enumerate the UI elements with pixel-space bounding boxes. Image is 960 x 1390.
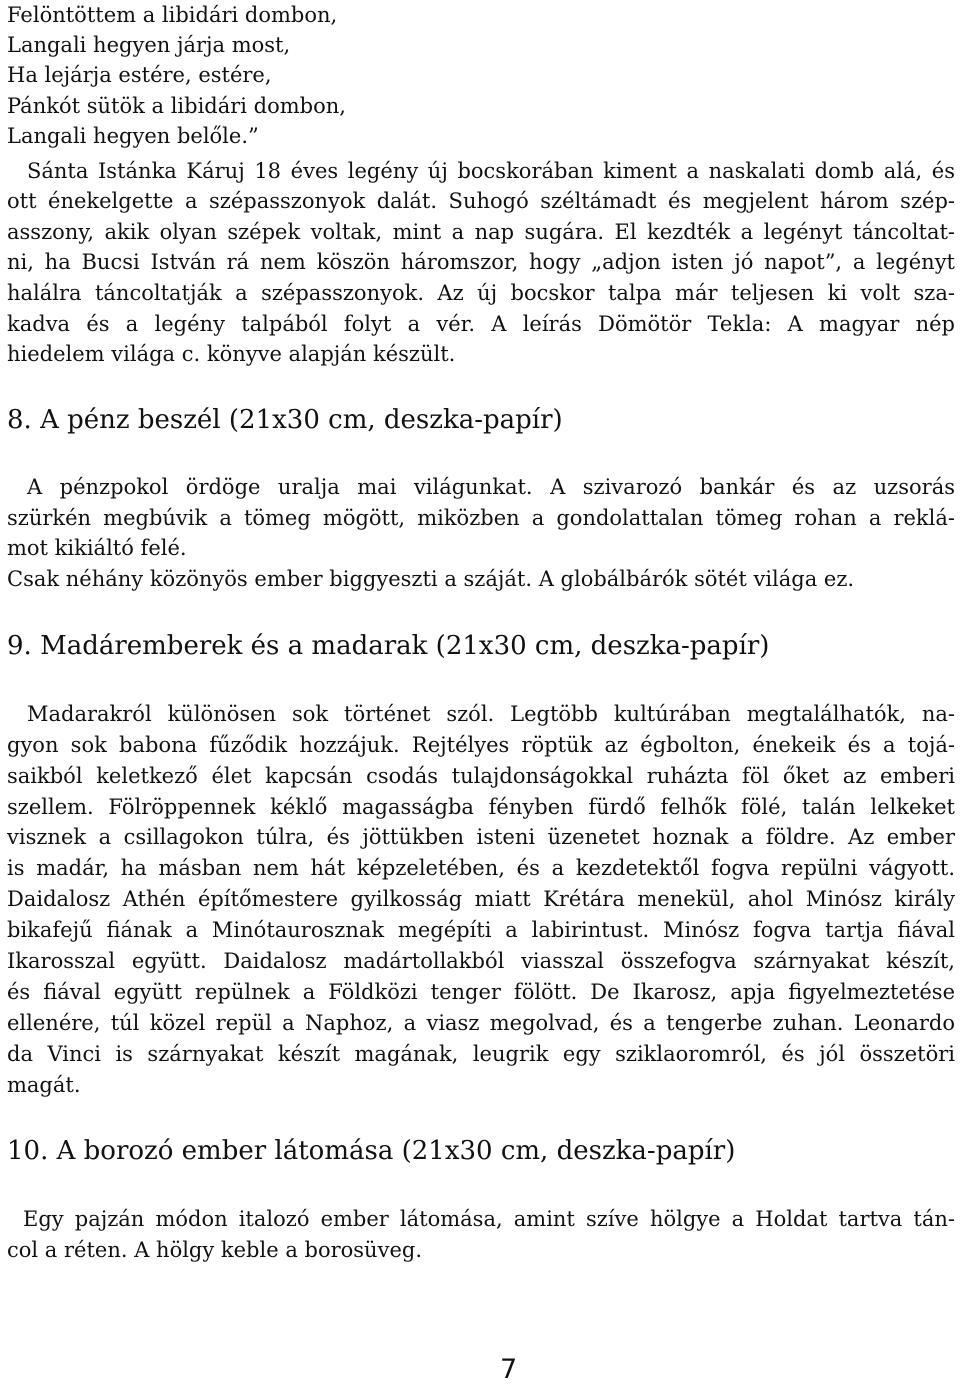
paragraph-line: ott énekelgette a szépasszonyok dalát. Suhogó széltámadt és megjelent három szép- xyxy=(7,189,955,213)
poem-line: Felöntöttem a libidári dombon, xyxy=(7,3,338,27)
paragraph-line: magát. xyxy=(7,1073,81,1097)
paragraph-line: visznek a csillagokon túlra, és jöttükben isteni üzenetet hoznak a földre. Az ember xyxy=(7,825,955,849)
paragraph-line: halálra táncoltatják a szépasszonyok. Az új bocskor talpa már teljesen ki volt sza- xyxy=(7,281,955,305)
paragraph-line: is madár, ha másban nem hát képzeletében, és a kezdetektől fogva repülni vágyott. xyxy=(7,856,955,880)
paragraph-line: kadva és a legény talpából folyt a vér. A leírás Dömötör Tekla: A magyar nép xyxy=(7,312,955,336)
paragraph-line: A pénzpokol ördöge uralja mai világunkat. A szivarozó bankár és az uzsorás xyxy=(27,475,955,499)
paragraph-line: saikból keletkező élet kapcsán csodás tulajdonságokkal ruházta föl őket az emberi xyxy=(7,764,955,788)
paragraph-line: ni, ha Bucsi István rá nem köszön háromszor, hogy „adjon isten jó napot”, a legényt xyxy=(7,250,955,274)
section-heading: 8. A pénz beszél (21x30 cm, deszka-papír) xyxy=(7,405,563,435)
paragraph-line: asszony, akik olyan szépek voltak, mint a nap sugára. El kezdték a legényt táncoltat- xyxy=(7,220,955,244)
paragraph-line: Egy pajzán módon italozó ember látomása, amint szíve hölgye a Holdat tartva tán- xyxy=(23,1207,955,1231)
poem-line: Ha lejárja estére, estére, xyxy=(7,63,272,87)
paragraph-line: és fiával együtt repülnek a Földközi tenger fölött. De Ikarosz, apja figyelmeztetése xyxy=(7,980,955,1004)
paragraph-line: col a réten. A hölgy keble a borosüveg. xyxy=(7,1238,422,1262)
paragraph-line: Ikarosszal együtt. Daidalosz madártollakból viasszal összefogva szárnyakat készít, xyxy=(7,949,955,973)
paragraph-line: szürkén megbúvik a tömeg mögött, miközben a gondolattalan tömeg rohan a reklá- xyxy=(7,506,955,530)
page-number: 7 xyxy=(500,1354,518,1385)
paragraph-line: da Vinci is szárnyakat készít magának, leugrik egy sziklaoromról, és jól összetöri xyxy=(7,1042,955,1066)
paragraph-line: mot kikiáltó felé. xyxy=(7,536,187,560)
paragraph-line: Sánta Istánka Káruj 18 éves legény új bocskorában kiment a naskalati domb alá, és xyxy=(27,159,955,183)
paragraph-line: gyon sok babona fűződik hozzájuk. Rejtélyes röptük az égbolton, énekeik és a tojá- xyxy=(7,733,955,757)
paragraph-line: szellem. Fölröppennek kéklő magasságba fényben fürdő felhők fölé, talán lelkeket xyxy=(7,795,955,819)
poem-line: Langali hegyen belőle.” xyxy=(7,124,259,148)
paragraph-line: hiedelem világa c. könyve alapján készült. xyxy=(7,342,456,366)
paragraph-line: Csak néhány közönyös ember biggyeszti a száját. A globálbárók sötét világa ez. xyxy=(7,567,855,591)
section-heading: 10. A borozó ember látomása (21x30 cm, deszka-papír) xyxy=(7,1136,736,1166)
paragraph-line: ellenére, túl közel repül a Naphoz, a viasz megolvad, és a tengerbe zuhan. Leonardo xyxy=(7,1011,955,1035)
poem-line: Langali hegyen járja most, xyxy=(7,33,291,57)
paragraph-line: Madarakról különösen sok történet szól. Legtöbb kultúrában megtalálhatók, na- xyxy=(27,702,955,726)
poem-line: Pánkót sütök a libidári dombon, xyxy=(7,94,346,118)
paragraph-line: bikafejű fiának a Minótaurosznak megépíti a labirintust. Minósz fogva tartja fiával xyxy=(7,918,955,942)
paragraph-line: Daidalosz Athén építőmestere gyilkosság miatt Krétára menekül, ahol Minósz király xyxy=(7,887,955,911)
section-heading: 9. Madáremberek és a madarak (21x30 cm, deszka-papír) xyxy=(7,631,770,661)
